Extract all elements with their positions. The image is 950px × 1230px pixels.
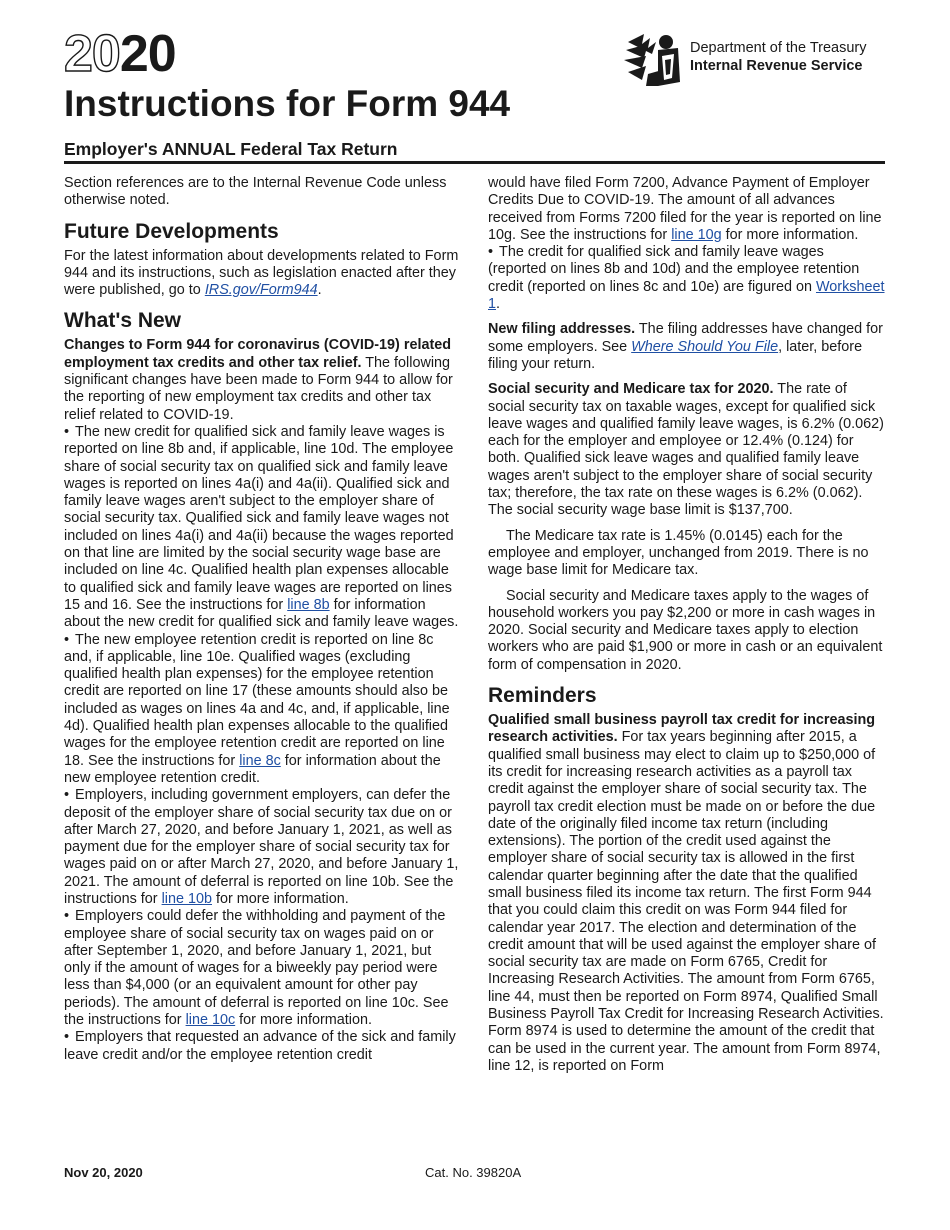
catalog-number: Cat. No. 39820A: [425, 1165, 522, 1180]
year-mark: [64, 25, 176, 83]
line-10g-link[interactable]: line 10g: [671, 226, 722, 243]
line-8c-link[interactable]: line 8c: [239, 752, 281, 769]
department-name: Department of the Treasury: [690, 40, 867, 56]
qualified-small-business-paragraph: Qualified small business payroll tax credit for increasing research activities. For tax years beginning after 2015, a qualified small business may elect to claim up to $250,000 of its credit for increasing research activities as a payroll tax credit against the employer share of social security tax. The payroll tax credit election must be made on or before the due date of the originally filed income tax return (including extensions). The portion of the credit used against the employer share of social security tax is allowed in the first calendar quarter beginning after the date that the qualified small business filed its income tax return. The first Form 944 that you could claim this credit on was Form 944 filed for calendar year 2017. The election and determination of the credit amount that will be used against the employer share of social security tax are made on Form 6765, Credit for Increasing Research Activities. The amount from Form 6765, line 44, must then be reported on Form 8974, Qualified Small Business Payroll Tax Credit for Increasing Research Activities. Form 8974 is used to determine the amount of the credit that can be used in the current year. The amount from Form 8974, line 12, is reported on Form: [488, 712, 884, 1074]
bullet-deferral-employee: • Employers could defer the withholding and payment of the employee share of social security tax on wages paid on or after September 1, 2020, and before January 1, 2021, but only if the amount of wages for a biweekly pay period were less than $4,000 (or an equivalent amount for other pay periods). The amount of deferral is reported on line 10c. See the instructions for line 10c for more information.: [64, 908, 460, 1029]
bullet-deferral-employer: • Employers, including government employers, can defer the deposit of the employer share of social security tax due on or after March 27, 2020, and before January 1, 2021, as well as payment due for the employer share of social security tax for wages paid on or after March 27, 2020, and before January 1, 2021. The amount of deferral is reported on line 10b. See the instructions for line 10b for more information.: [64, 787, 460, 908]
page-subtitle: Employer's ANNUAL Federal Tax Return: [64, 139, 398, 159]
right-column: [488, 175, 886, 1075]
bullet-worksheet: • The credit for qualified sick and family leave wages (reported on lines 8b and 10d) and the employee retention credit (reported on lines 8c and 10e) are figured on Worksheet 1.: [488, 244, 886, 313]
future-developments-heading: Future Developments: [64, 219, 279, 243]
advance-continuation: would have filed Form 7200, Advance Payment of Employer Credits Due to COVID-19. The amount of all advances received from Forms 7200 filed for the year is reported on line 10g. See the instructions for line 10g for more information.: [488, 175, 882, 243]
bullet-advance-credit: • Employers that requested an advance of the sick and family leave credit and/or the employee retention credit: [64, 1029, 460, 1064]
bullet-retention-credit: • The new employee retention credit is reported on line 8c and, if applicable, line 10e. Qualified wages (excluding qualified health plan expenses) for the employee retention credit are reported on line 17 (these amounts should also be included as wages on lines 4a and 4c, and, if applicable, line 4d). Qualified health plan expenses allocable to the qualified wages for the employee retention credit are reported on line 18. See the instructions for line 8c for information about the new employee retention credit.: [64, 632, 460, 788]
header-rule: [64, 161, 885, 164]
whats-new-heading: What's New: [64, 309, 182, 333]
irs-eagle-icon: [622, 32, 684, 88]
agency-name: Internal Revenue Service: [690, 58, 863, 74]
where-should-you-file-link[interactable]: Where Should You File: [631, 338, 779, 355]
worksheet-1-link[interactable]: Worksheet 1: [488, 278, 885, 313]
agency-block: [622, 32, 892, 92]
household-workers-paragraph: Social security and Medicare taxes apply to the wages of household workers you pay $2,200 or more in cash wages in 2020. Social security and Medicare taxes apply to election workers who are paid $1,900 or more in cash or an equivalent form of compensation in 2020.: [488, 587, 883, 673]
year-outline: 20: [64, 25, 120, 83]
changes-paragraph: Changes to Form 944 for coronavirus (COVID-19) related employment tax credits and other tax relief. The following significant changes have been made to Form 944 to allow for the reporting of new employment tax credits and other tax relief related to COVID-19.: [64, 337, 453, 423]
line-10b-link[interactable]: line 10b: [161, 890, 212, 907]
line-8b-link[interactable]: line 8b: [287, 596, 330, 613]
irs-form944-link[interactable]: IRS.gov/Form944: [204, 282, 318, 299]
left-column: [64, 175, 460, 1064]
bullet-sick-leave-credit: • The new credit for qualified sick and family leave wages is reported on line 8b and, if applicable, line 10d. The employee share of social security tax on qualified sick and family leave wages is reported on lines 4a(i) and 4a(ii). Qualified sick and family leave wages aren't subject to the employer share of social security tax. Qualified sick and family leave wages not included on lines 4a(i) and 4a(ii) because the wages reported on that line are limited by the social security wage base are included on line 4c. Qualified health plan expenses allocable to qualified sick and family leave wages are reported on lines 15 and 16. See the instructions for line 8b for information about the new credit for qualified sick and family leave wages.: [64, 424, 460, 632]
intro-text: Section references are to the Internal Revenue Code unless otherwise noted.: [64, 175, 447, 209]
year-solid: 20: [119, 25, 176, 83]
revision-date: Nov 20, 2020: [64, 1165, 143, 1180]
filing-addresses-paragraph: New filing addresses. The filing addresses have changed for some employers. See Where Should You File, later, before filing your return.: [488, 321, 883, 372]
page-title: Instructions for Form 944: [64, 83, 511, 124]
future-developments-text: For the latest information about developments related to Form 944 and its instructions, such as legislation enacted after they were published, go to IRS.gov/Form944.: [64, 247, 459, 299]
changes-lead: Changes to Form 944 for coronavirus (COVID-19) related employment tax credits and other tax relief.: [64, 337, 452, 371]
social-security-paragraph: Social security and Medicare tax for 2020. The rate of social security tax on taxable wages, except for qualified sick leave wages and qualified family leave wages, is 6.2% (0.062) each for the employer and employee or 12.4% (0.124) for both. Qualified sick leave wages and qualified family leave wages aren't subject to the employer share of social security tax; therefore, the tax rate on these wages is 6.2% (0.062). The social security wage base limit is $137,700.: [488, 381, 884, 519]
reminders-heading: Reminders: [488, 684, 597, 708]
medicare-paragraph: The Medicare tax rate is 1.45% (0.0145) each for the employee and employer, unchanged from 2019. There is no wage base limit for Medicare tax.: [488, 527, 869, 579]
line-10c-link[interactable]: line 10c: [185, 1012, 236, 1029]
